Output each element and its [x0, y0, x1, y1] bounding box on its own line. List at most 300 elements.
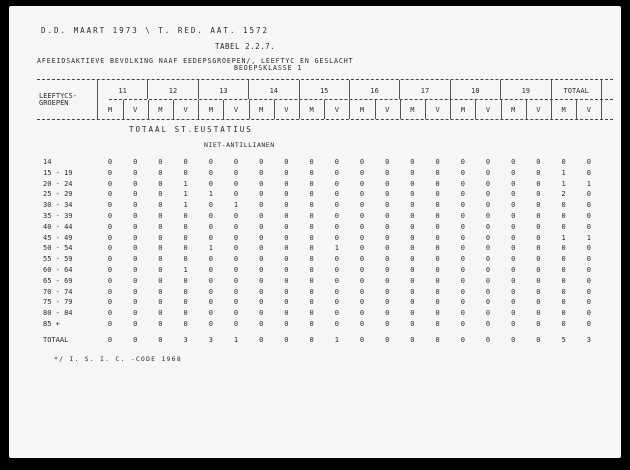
subcolumn-separator	[249, 100, 250, 119]
table-row-cell: 0	[233, 287, 239, 296]
table-row-cell: 0	[410, 233, 415, 242]
total-row-cell: 0	[259, 336, 264, 344]
table-row-cell: 0	[359, 320, 365, 328]
table-row-cell: 0	[259, 201, 264, 210]
table-row-cell: 0	[485, 222, 491, 231]
sex-subheader: V	[233, 106, 239, 114]
subcolumn-separator	[375, 100, 376, 119]
table-row-cell: 0	[511, 158, 516, 166]
table-row-cell: 0	[309, 320, 314, 328]
table-row-cell: 0	[233, 179, 239, 188]
table-row-cell: 0	[284, 212, 289, 220]
table-row-cell: 0	[460, 201, 465, 210]
sex-subheader: M	[158, 106, 163, 114]
table-row-cell: 0	[208, 320, 213, 328]
table-row-cell: 0	[460, 266, 465, 274]
table-row-label: 75 - 79	[43, 298, 73, 307]
table-row-cell: 0	[334, 255, 339, 264]
table-row-cell: 0	[359, 201, 365, 210]
table-row-cell: 0	[511, 222, 516, 231]
table-row-cell: 0	[309, 309, 314, 318]
table-row-label: 50 - 54	[43, 244, 73, 253]
table-row-cell: 0	[233, 168, 239, 177]
table-row-cell: 0	[107, 190, 113, 199]
column-separator	[147, 80, 148, 99]
table-row-cell: 0	[511, 309, 516, 318]
table-row-cell: 0	[435, 244, 440, 253]
table-row-cell: 0	[410, 266, 415, 274]
table-row-cell: 0	[107, 298, 113, 307]
table-row-cell: 0	[208, 179, 213, 188]
table-row-cell: 0	[536, 158, 541, 166]
table-row-cell: 0	[410, 190, 415, 199]
subcolumn-separator	[324, 100, 325, 119]
table-row-cell: 0	[410, 179, 415, 188]
table-row-cell: 0	[536, 276, 541, 285]
table-row-cell: 0	[586, 212, 591, 220]
subcolumn-separator	[173, 100, 174, 119]
table-row-cell: 0	[133, 287, 138, 296]
total-row-label: TOTAAL	[43, 336, 69, 344]
table-row-cell: 0	[460, 320, 465, 328]
subcolumn-separator	[123, 100, 124, 119]
table-row-cell: 0	[259, 320, 264, 328]
table-row-cell: 0	[460, 190, 465, 199]
table-row-cell: 0	[359, 244, 365, 253]
subcolumn-separator	[274, 100, 275, 119]
table-row-cell: 0	[158, 201, 163, 210]
group-header: 17	[420, 87, 430, 95]
table-row-cell: 0	[284, 298, 289, 307]
table-row-cell: 1	[233, 201, 239, 210]
table-row-cell: 0	[259, 212, 264, 220]
table-row-cell: 0	[385, 244, 390, 253]
table-row-cell: 0	[536, 212, 541, 220]
table-row-cell: 1	[334, 244, 339, 253]
table-row-cell: 0	[410, 212, 415, 220]
table-row-cell: 0	[233, 255, 239, 264]
table-row-cell: 0	[259, 255, 264, 264]
table-row-cell: 0	[107, 212, 113, 220]
sex-subheader: M	[460, 106, 465, 114]
table-row-cell: 0	[460, 287, 465, 296]
table-row-cell: 0	[435, 201, 440, 210]
table-row-cell: 0	[183, 320, 188, 328]
table-row-cell: 0	[385, 190, 390, 199]
sex-subheader: M	[359, 106, 365, 114]
total-row-cell: 0	[309, 336, 314, 344]
table-row-label: 60 - 64	[43, 266, 73, 274]
table-row-cell: 0	[158, 266, 163, 274]
total-row-cell: 5	[561, 336, 566, 344]
table-row-cell: 0	[334, 179, 339, 188]
group-header: 14	[269, 87, 279, 95]
table-row-cell: 0	[133, 266, 138, 274]
table-row-label: 14	[43, 158, 52, 166]
total-row-cell: 3	[208, 336, 213, 344]
table-row-cell: 0	[460, 158, 465, 166]
table-row-cell: 0	[133, 168, 138, 177]
total-row-cell: 0	[460, 336, 465, 344]
table-row-cell: 0	[385, 309, 390, 318]
table-row-cell: 0	[208, 233, 213, 242]
table-row-cell: 0	[259, 158, 264, 166]
table-row-cell: 0	[284, 309, 289, 318]
table-row-cell: 0	[561, 222, 566, 231]
table-row-cell: 0	[485, 190, 491, 199]
table-row-cell: 0	[334, 276, 339, 285]
table-row-label: 40 - 44	[43, 222, 73, 231]
table-row-cell: 0	[586, 222, 591, 231]
table-row-cell: 0	[334, 309, 339, 318]
table-row-cell: 0	[334, 266, 339, 274]
table-row-cell: 0	[410, 222, 415, 231]
table-row-cell: 0	[536, 298, 541, 307]
sex-subheader: V	[133, 106, 138, 114]
table-row-cell: 0	[586, 190, 591, 199]
table-row-cell: 0	[107, 158, 113, 166]
table-row-cell: 0	[385, 233, 390, 242]
table-row-cell: 0	[460, 255, 465, 264]
column-separator	[248, 80, 249, 99]
table-row-cell: 0	[107, 244, 113, 253]
table-row-cell: 0	[385, 266, 390, 274]
header-rule-top	[37, 79, 613, 80]
age-group-label-2: GROEPEN	[39, 99, 69, 107]
table-row-cell: 0	[485, 158, 491, 166]
group-header: 13	[219, 87, 228, 95]
table-row-cell: 0	[183, 158, 188, 166]
table-row-cell: 0	[460, 309, 465, 318]
table-row-cell: 0	[435, 190, 440, 199]
table-row-cell: 0	[233, 190, 239, 199]
table-row-cell: 0	[460, 168, 465, 177]
table-row-cell: 0	[536, 168, 541, 177]
table-row-cell: 0	[158, 190, 163, 199]
table-row-cell: 0	[561, 201, 566, 210]
sex-subheader: V	[183, 106, 188, 114]
table-row-cell: 0	[485, 233, 491, 242]
table-row-cell: 0	[284, 158, 289, 166]
table-row-cell: 0	[133, 179, 138, 188]
table-row-cell: 0	[435, 266, 440, 274]
table-row-cell: 0	[536, 309, 541, 318]
subcolumn-separator	[501, 100, 502, 119]
table-row-cell: 0	[309, 266, 314, 274]
table-row-cell: 0	[107, 309, 113, 318]
age-group-label-1: LEEFTYCS-	[39, 92, 77, 100]
table-row-cell: 0	[233, 244, 239, 253]
table-row-cell: 0	[435, 287, 440, 296]
table-row-cell: 0	[208, 222, 213, 231]
column-separator	[450, 80, 451, 99]
total-row-cell: 0	[511, 336, 516, 344]
table-row-cell: 0	[208, 158, 213, 166]
table-row-cell: 0	[158, 179, 163, 188]
table-row-cell: 0	[284, 287, 289, 296]
table-row-cell: 0	[183, 233, 188, 242]
table-row-cell: 0	[485, 168, 491, 177]
subcolumn-separator	[526, 100, 527, 119]
table-row-cell: 0	[511, 212, 516, 220]
table-row-cell: 0	[485, 244, 491, 253]
table-row-cell: 0	[107, 320, 113, 328]
total-row-cell: 1	[334, 336, 339, 344]
table-row-cell: 0	[485, 276, 491, 285]
table-row-cell: 0	[107, 201, 113, 210]
table-row-label: 65 - 69	[43, 276, 73, 285]
table-row-cell: 0	[233, 320, 239, 328]
subcolumn-separator	[400, 100, 401, 119]
table-row-cell: 0	[284, 190, 289, 199]
table-row-cell: 0	[208, 276, 213, 285]
table-row-cell: 0	[359, 233, 365, 242]
table-row-cell: 0	[334, 298, 339, 307]
table-row-cell: 0	[133, 276, 138, 285]
table-row-cell: 0	[385, 287, 390, 296]
table-row-cell: 0	[561, 244, 566, 253]
table-row-cell: 0	[259, 276, 264, 285]
table-row-cell: 1	[561, 233, 566, 242]
table-row-cell: 0	[158, 255, 163, 264]
total-row-cell: 0	[133, 336, 138, 344]
table-row-label: 35 - 39	[43, 212, 73, 220]
table-row-cell: 0	[435, 212, 440, 220]
column-separator	[198, 80, 199, 99]
table-row-cell: 0	[334, 190, 339, 199]
table-row-cell: 0	[309, 168, 314, 177]
table-row-cell: 0	[259, 266, 264, 274]
sex-subheader: M	[410, 106, 415, 114]
table-row-cell: 0	[334, 320, 339, 328]
table-row-cell: 0	[133, 244, 138, 253]
column-separator	[299, 80, 300, 99]
table-row-cell: 0	[334, 212, 339, 220]
table-row-cell: 0	[233, 222, 239, 231]
table-row-label: 15 - 19	[43, 168, 73, 177]
table-row-cell: 0	[158, 244, 163, 253]
table-row-cell: 0	[385, 276, 390, 285]
table-row-cell: 0	[460, 212, 465, 220]
table-row-cell: 0	[284, 168, 289, 177]
table-row-cell: 0	[561, 255, 566, 264]
table-row-cell: 0	[259, 244, 264, 253]
table-row-label: 25 - 29	[43, 190, 73, 199]
table-row-cell: 0	[536, 266, 541, 274]
table-row-cell: 0	[359, 179, 365, 188]
subcolumn-separator	[475, 100, 476, 119]
table-row-cell: 0	[208, 287, 213, 296]
table-row-cell: 0	[233, 158, 239, 166]
table-number: TABEL 2.2.7.	[215, 42, 276, 51]
table-row-cell: 1	[561, 168, 566, 177]
table-row-cell: 0	[511, 233, 516, 242]
table-row-cell: 0	[309, 222, 314, 231]
table-row-cell: 0	[133, 309, 138, 318]
table-row-cell: 0	[309, 276, 314, 285]
column-separator	[500, 80, 501, 99]
table-row-cell: 0	[233, 233, 239, 242]
sex-subheader: M	[107, 106, 113, 114]
column-separator	[399, 80, 400, 99]
table-row-cell: 0	[359, 222, 365, 231]
subcolumn-separator	[576, 100, 577, 119]
table-row-cell: 0	[183, 287, 188, 296]
sex-subheader: V	[334, 106, 339, 114]
table-row-cell: 0	[309, 179, 314, 188]
table-row-cell: 0	[309, 233, 314, 242]
table-row-cell: 0	[158, 276, 163, 285]
table-row-cell: 0	[284, 266, 289, 274]
table-row-cell: 0	[385, 320, 390, 328]
table-row-cell: 0	[410, 201, 415, 210]
table-row-cell: 0	[511, 320, 516, 328]
table-row-cell: 0	[309, 298, 314, 307]
table-row-cell: 0	[586, 298, 591, 307]
total-row-cell: 3	[586, 336, 591, 344]
table-row-cell: 0	[511, 179, 516, 188]
table-row-cell: 0	[309, 212, 314, 220]
table-row-cell: 0	[410, 298, 415, 307]
total-row-cell: 0	[385, 336, 390, 344]
table-row-cell: 0	[233, 266, 239, 274]
table-row-cell: 0	[359, 287, 365, 296]
table-row-cell: 0	[183, 222, 188, 231]
table-row-cell: 0	[485, 255, 491, 264]
subcolumn-separator	[425, 100, 426, 119]
table-row-cell: 0	[208, 201, 213, 210]
table-row-cell: 0	[586, 158, 591, 166]
table-row-cell: 0	[208, 309, 213, 318]
table-row-cell: 0	[460, 233, 465, 242]
table-row-cell: 0	[359, 158, 365, 166]
sex-subheader: V	[435, 106, 440, 114]
table-row-cell: 0	[183, 309, 188, 318]
table-row-cell: 0	[460, 298, 465, 307]
sex-subheader: V	[536, 106, 541, 114]
table-row-cell: 0	[536, 320, 541, 328]
table-row-cell: 0	[385, 298, 390, 307]
table-row-cell: 0	[183, 298, 188, 307]
column-separator	[601, 80, 602, 99]
subcolumn-separator	[198, 100, 199, 119]
column-separator	[551, 80, 552, 99]
table-row-cell: 0	[359, 255, 365, 264]
table-row-cell: 0	[460, 276, 465, 285]
total-row-cell: 0	[410, 336, 415, 344]
table-row-label: 80 - 84	[43, 309, 73, 318]
table-row-cell: 0	[107, 255, 113, 264]
table-row-cell: 0	[485, 309, 491, 318]
table-row-cell: 0	[208, 168, 213, 177]
table-row-cell: 0	[359, 266, 365, 274]
table-row-cell: 0	[284, 233, 289, 242]
table-row-cell: 0	[107, 266, 113, 274]
table-row-cell: 0	[233, 298, 239, 307]
table-row-cell: 1	[208, 244, 213, 253]
group-header: 19	[521, 87, 531, 95]
table-row-cell: 0	[586, 320, 591, 328]
table-row-cell: 0	[259, 222, 264, 231]
table-row-cell: 1	[586, 179, 591, 188]
table-row-cell: 0	[359, 212, 365, 220]
group-header: 15	[319, 87, 329, 95]
table-row-label: 55 - 59	[43, 255, 73, 264]
table-row-cell: 0	[158, 287, 163, 296]
table-row-cell: 0	[107, 168, 113, 177]
table-row-cell: 0	[284, 222, 289, 231]
table-row-cell: 0	[435, 158, 440, 166]
table-row-cell: 0	[359, 168, 365, 177]
table-row-cell: 0	[208, 266, 213, 274]
table-row-cell: 0	[536, 255, 541, 264]
table-row-cell: 0	[309, 255, 314, 264]
table-row-cell: 0	[485, 179, 491, 188]
table-row-cell: 0	[536, 233, 541, 242]
table-row-cell: 0	[586, 201, 591, 210]
table-row-cell: 0	[284, 244, 289, 253]
subcolumn-separator	[299, 100, 300, 119]
table-row-cell: 0	[410, 158, 415, 166]
table-row-cell: 0	[460, 179, 465, 188]
table-row-cell: 0	[435, 298, 440, 307]
table-row-cell: 0	[133, 233, 138, 242]
subcolumn-separator	[551, 100, 552, 119]
total-row-cell: 0	[107, 336, 113, 344]
table-row-cell: 0	[334, 158, 339, 166]
table-row-cell: 0	[561, 158, 566, 166]
table-row-cell: 0	[284, 255, 289, 264]
table-row-cell: 0	[158, 233, 163, 242]
table-row-cell: 0	[158, 309, 163, 318]
table-row-cell: 0	[435, 320, 440, 328]
total-row-cell: 3	[183, 336, 188, 344]
table-row-cell: 0	[208, 212, 213, 220]
table-row-cell: 0	[511, 190, 516, 199]
table-row-cell: 0	[334, 168, 339, 177]
table-row-cell: 0	[561, 287, 566, 296]
sex-subheader: V	[586, 106, 591, 114]
table-row-cell: 1	[183, 179, 188, 188]
sex-subheader: M	[309, 106, 314, 114]
table-row-cell: 0	[561, 309, 566, 318]
table-row-cell: 0	[586, 168, 591, 177]
table-row-cell: 0	[133, 298, 138, 307]
sex-subheader: V	[284, 106, 289, 114]
table-row-cell: 0	[385, 168, 390, 177]
table-row-cell: 0	[208, 298, 213, 307]
table-row-cell: 0	[158, 212, 163, 220]
table-row-cell: 0	[107, 222, 113, 231]
section-subgroup: NIET-ANTILLIANEN	[204, 141, 275, 149]
group-header: 11	[118, 87, 127, 95]
table-row-cell: 0	[485, 320, 491, 328]
table-row-cell: 0	[435, 309, 440, 318]
table-row-cell: 0	[385, 212, 390, 220]
table-row-cell: 0	[309, 158, 314, 166]
table-row-label: 30 - 34	[43, 201, 73, 210]
subcolumn-separator	[601, 100, 602, 119]
table-row-cell: 0	[410, 168, 415, 177]
table-row-cell: 0	[435, 222, 440, 231]
total-row-cell: 0	[359, 336, 365, 344]
table-row-cell: 0	[183, 168, 188, 177]
table-row-cell: 1	[208, 190, 213, 199]
table-row-cell: 0	[485, 298, 491, 307]
table-row-cell: 0	[284, 276, 289, 285]
table-row-cell: 0	[536, 201, 541, 210]
subcolumn-separator	[450, 100, 451, 119]
